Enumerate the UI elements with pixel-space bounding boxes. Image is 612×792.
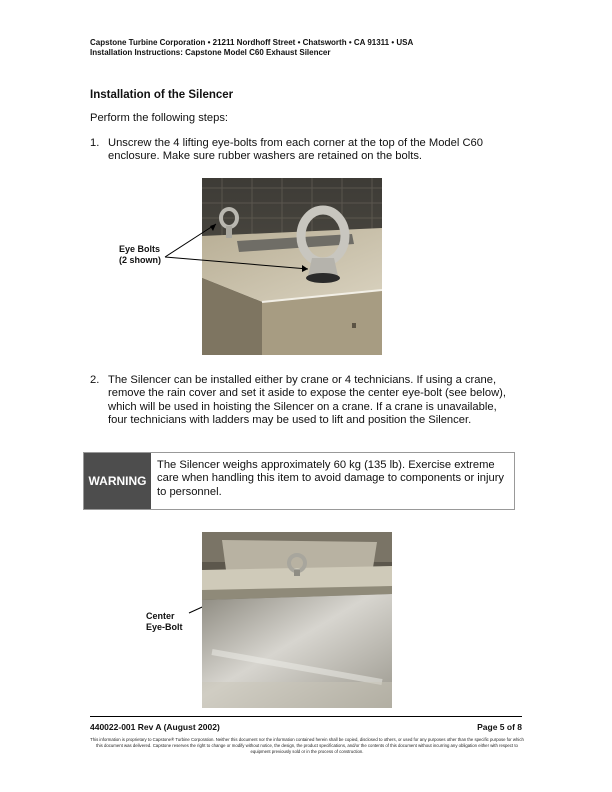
step-2 bbox=[90, 374, 520, 444]
center-eye-bolt-callout-line2: Eye-Bolt bbox=[146, 622, 183, 632]
center-eye-bolt-photo bbox=[202, 532, 392, 708]
footer-doc-number: 440022-001 bbox=[90, 722, 136, 732]
footer-doc-id bbox=[90, 722, 220, 732]
warning-box bbox=[83, 452, 515, 510]
eye-bolts-callout-line2: (2 shown) bbox=[119, 255, 161, 265]
warning-text: The Silencer weighs approximately 60 kg (135 lb). Exercise extreme care when handling this item to avoid damage to components or injury to personnel. bbox=[157, 459, 505, 498]
center-eye-bolt-callout bbox=[146, 611, 183, 633]
footer-disclaimer: This information is proprietary to Capstone® Turbine Corporation. Neither this document nor the information contained herein shall be copied, disclosed to others, or used for any purposes other than the specific purpose for which this document was delivered. Capstone reserves the right to change or modify without notice, the design, the product specifications, and/or the contents of this document without incurring any obligation either with respect to equipment previously sold or in the process of construction. bbox=[90, 737, 524, 754]
eye-bolts-callout-line1: Eye Bolts bbox=[119, 244, 161, 254]
footer-revision: Rev A (August 2002) bbox=[135, 722, 220, 732]
intro-text: Perform the following steps: bbox=[90, 112, 229, 124]
header-company-line: Capstone Turbine Corporation • 21211 Nordhoff Street • Chatsworth • CA 91311 • USA bbox=[90, 38, 414, 47]
step-number: 2. bbox=[90, 374, 100, 386]
step-number: 1. bbox=[90, 137, 100, 149]
step-text: The Silencer can be installed either by crane or 4 technicians. If using a crane, remove the rain cover and set it aside to expose the center eye-bolt (see below), which will be used in hoisting the Silencer on a crane. If a crane is unavailable, four technicians with ladders may be used to lift and position the Silencer. bbox=[108, 374, 506, 427]
warning-label: WARNING bbox=[84, 453, 151, 509]
section-title: Installation of the Silencer bbox=[90, 89, 234, 101]
step-text: Unscrew the 4 lifting eye-bolts from each corner at the top of the Model C60 enclosure. Make sure rubber washers are retained on the bolts. bbox=[108, 137, 483, 163]
header-doc-line: Installation Instructions: Capstone Model C60 Exhaust Silencer bbox=[90, 48, 331, 57]
footer-page-number: Page 5 of 8 bbox=[477, 722, 522, 732]
center-eye-bolt-callout-line1: Center bbox=[146, 611, 175, 621]
footer-rule bbox=[90, 716, 522, 717]
